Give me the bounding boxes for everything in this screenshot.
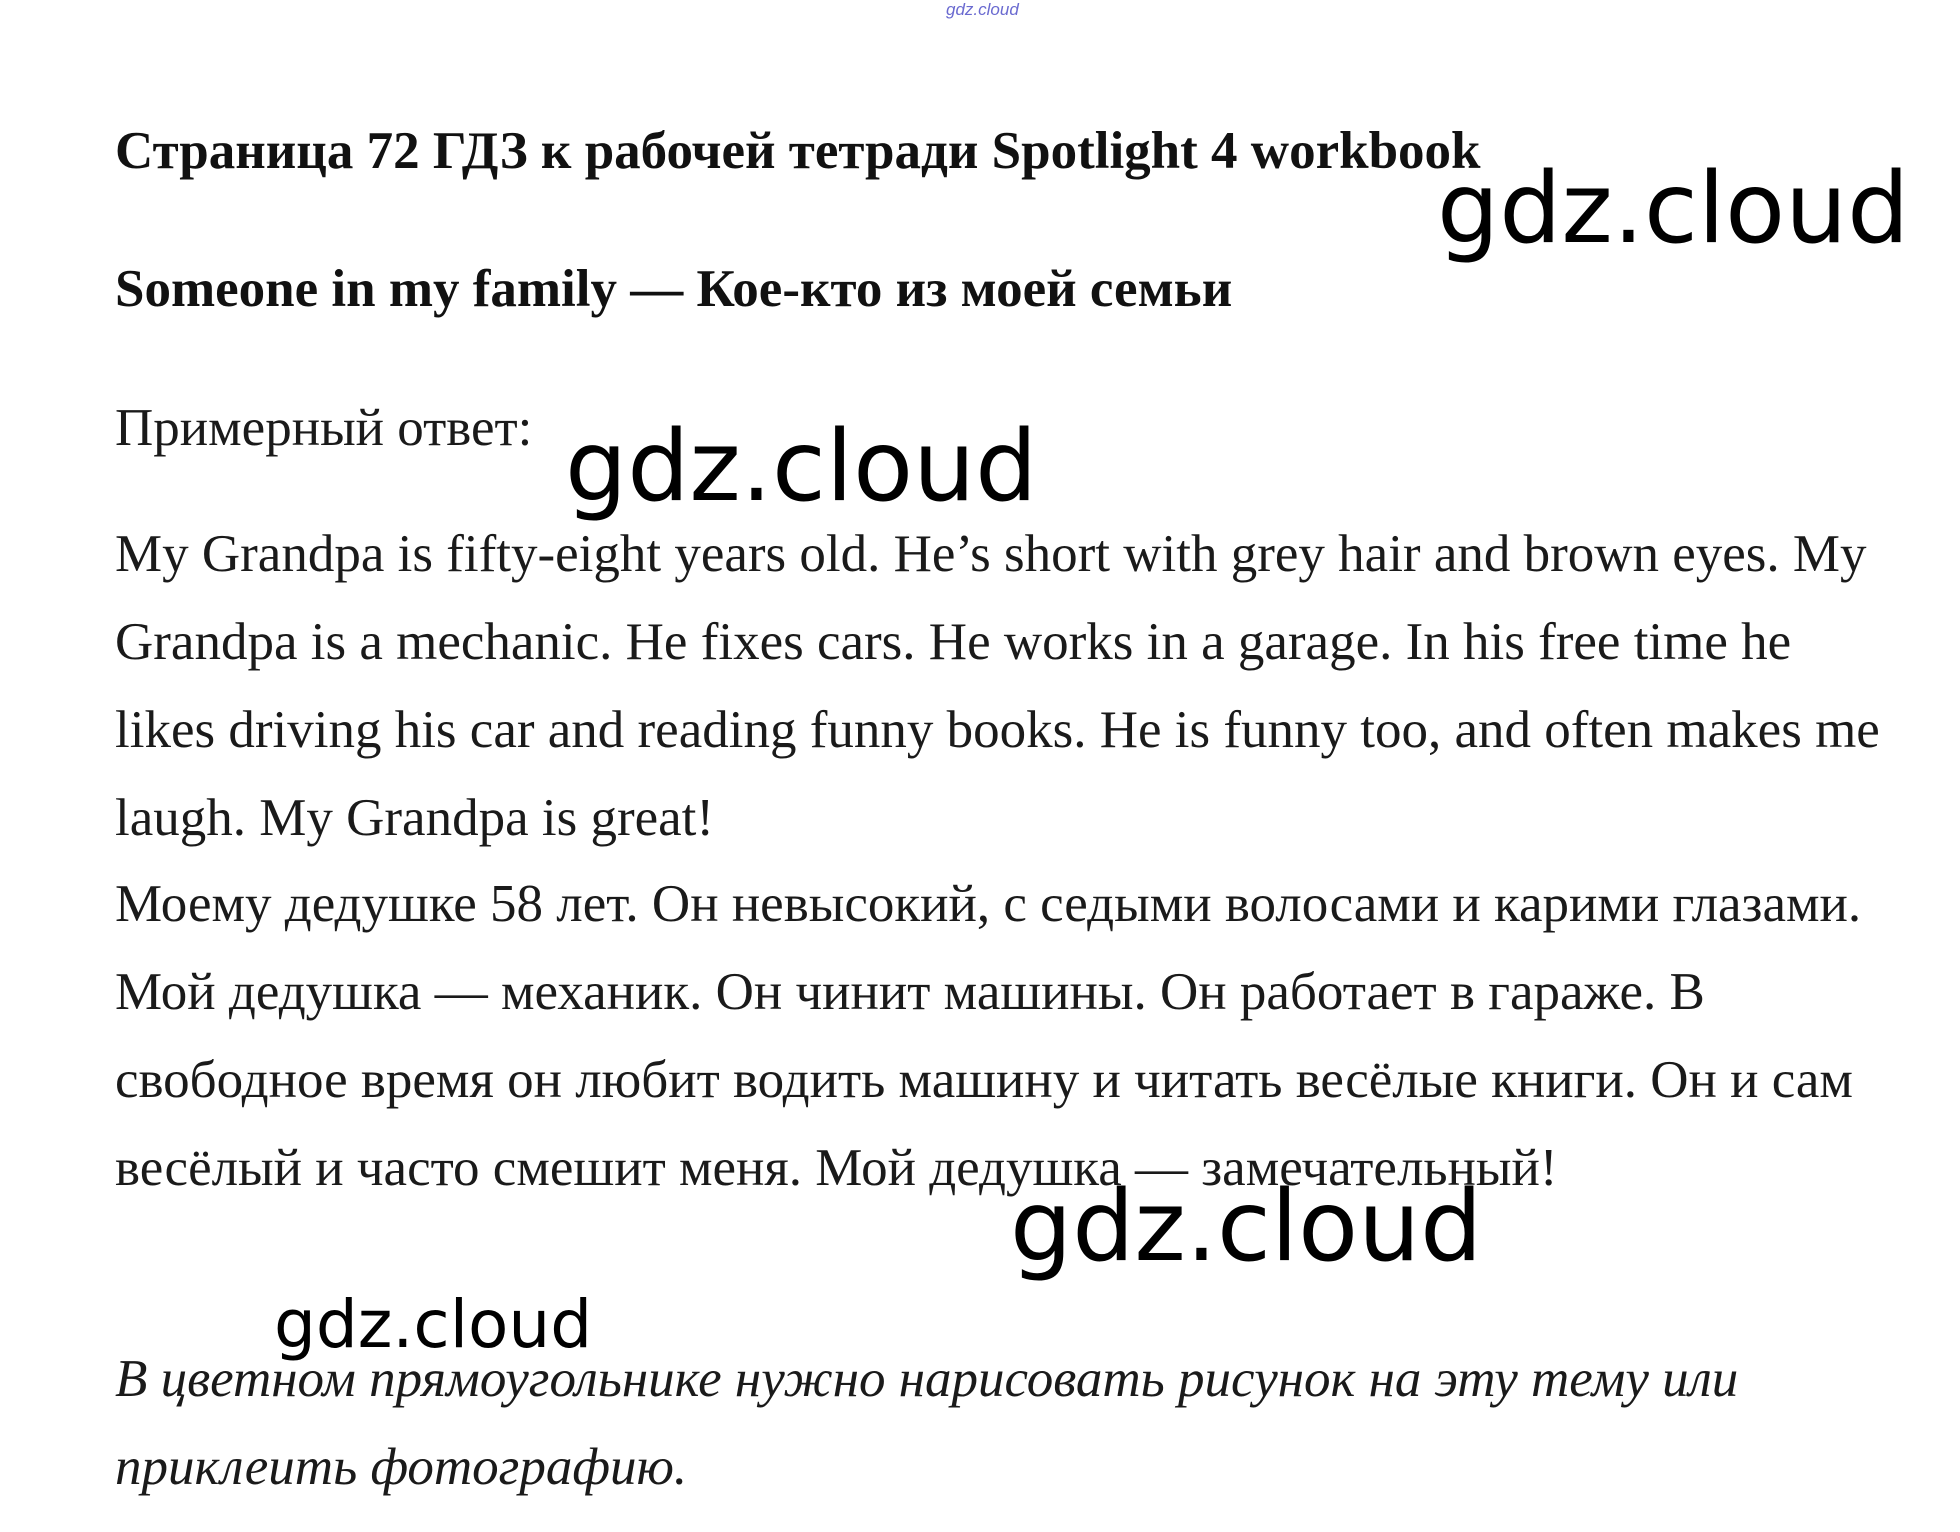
watermark: gdz.cloud — [274, 1286, 593, 1363]
russian-translation-text: Моему дедушке 58 лет. Он невысокий, с седыми волосами и карими глазами. Мой дедушка — механик. Он чинит машины. Он работает в гараже. В свободное время он любит водить машину и читать весёлые книги. Он и сам весёлый и часто смешит меня. Мой дедушка — замечательный! — [115, 875, 1862, 1197]
watermark: gdz.cloud — [1010, 1170, 1483, 1284]
watermark: gdz.cloud — [565, 410, 1038, 524]
page-title: Страница 72 ГДЗ к рабочей тетради Spotlight 4 workbook — [115, 122, 1481, 180]
watermark: gdz.cloud — [1437, 152, 1910, 266]
english-answer-text: My Grandpa is fifty-eight years old. He’s short with grey hair and brown eyes. My Grandpa is a mechanic. He fixes cars. He works in a garage. In his free time he likes driving his car and reading funny books. He is funny too, and often makes me laugh. My Grandpa is great! — [115, 525, 1880, 847]
drawing-instruction-note: В цветном прямоугольнике нужно нарисовать рисунок на эту тему или приклеить фотографию. — [115, 1350, 1739, 1496]
site-mark: gdz.cloud — [946, 0, 1019, 19]
section-title: Someone in my family — Кое-кто из моей семьи — [115, 260, 1233, 318]
sample-answer-label: Примерный ответ: — [115, 399, 533, 457]
